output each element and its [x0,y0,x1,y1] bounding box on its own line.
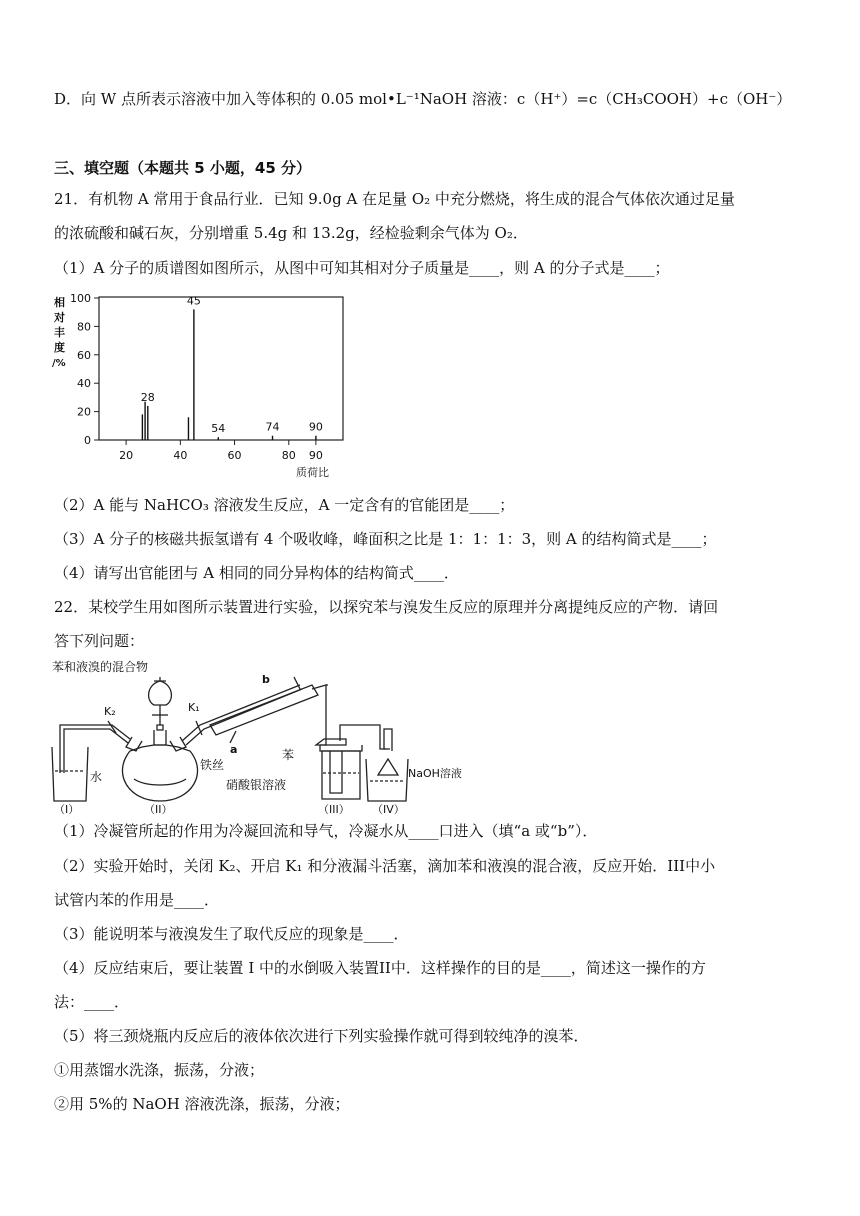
peak-label: 54 [211,422,226,436]
chart-frame [99,297,343,440]
y-tick-label: 20 [77,405,91,419]
three-neck-flask [122,730,197,801]
label-iii: （III） [318,803,350,815]
y-axis-unit: /% [52,358,66,369]
q21-stem-line2: 的浓硫酸和碱石灰，分别增重 5.4g 和 13.2g，经检验剩余气体为 O₂． [54,224,528,242]
tube-k2 [60,721,130,773]
y-tick-label: 80 [77,320,91,334]
q22-part3: （3）能说明苯与液溴发生了取代反应的现象是____． [54,925,409,943]
k2-label: K₂ [104,705,116,718]
step-2: ②用 5%的 NaOH 溶液洗涤，振荡，分液； [54,1095,350,1113]
q22-part2-line1: （2）实验开始时，关闭 K₂、开启 K₁ 和分液漏斗活塞，滴加苯和液溴的混合液，反应开始．III中小 [54,857,716,875]
section-heading: 三、填空题（本题共 5 小题，45 分） [54,159,311,177]
y-axis-label-char: 对 [54,311,65,324]
y-tick-label: 60 [77,348,91,362]
label-iv: （IV） [372,803,405,815]
label-ii: （II） [144,803,173,815]
peak-label: 45 [186,294,201,308]
condenser [182,677,328,745]
y-axis-label-char: 相 [54,296,65,309]
apparatus-diagram [50,655,480,815]
q22-part5: （5）将三颈烧瓶内反应后的液体依次进行下列实验操作就可得到较纯净的溴苯． [54,1027,589,1045]
x-axis-label: 质荷比 [296,466,329,479]
q21-stem-line1: 21．有机物 A 常用于食品行业．已知 9.0g A 在足量 O₂ 中充分燃烧，将生成的混合气体依次通过足量 [54,190,735,208]
x-tick-label: 80 [281,449,296,462]
inlet-b-label: b [262,673,270,686]
iron-wire-label: 铁丝 [200,758,225,772]
q22-part1: （1）冷凝管所起的作用为冷凝回流和导气，冷凝水从____口进入（填“a 或“b”）． [54,822,598,840]
q22-part4-line1: （4）反应结束后，要让装置 I 中的水倒吸入装置II中．这样操作的目的是____，简述这一操作的方 [54,959,706,977]
x-tick-label: 40 [173,449,188,462]
q22-part2-line2: 试管内苯的作用是____． [54,891,220,909]
y-tick-label: 100 [70,292,91,305]
q21-part2: （2）A 能与 NaHCO₃ 溶液发生反应，A 一定含有的官能团是____； [54,496,515,514]
beaker-i [52,747,88,801]
beaker-iv [366,729,408,801]
y-axis-label [52,295,66,369]
silver-nitrate-label: 硝酸银溶液 [226,778,287,792]
mixture-label: 苯和液溴的混合物 [52,660,149,674]
x-tick-label: 20 [119,449,134,462]
q21-part3: （3）A 分子的核磁共振氢谱有 4 个吸收峰，峰面积之比是 1：1：1：3，则 A 的结构简式是____； [54,530,717,548]
q22-stem-line1: 22．某校学生用如图所示装置进行实验，以探究苯与溴发生反应的原理并分离提纯反应的产物．请回 [54,598,719,616]
x-tick-label: 60 [227,449,242,462]
y-axis-label-char: 丰 [54,326,65,339]
label-i: （I） [54,803,80,815]
inlet-a-label: a [230,743,238,756]
peak-label: 74 [265,420,280,434]
option-d: D．向 W 点所表示溶液中加入等体积的 0.05 mol•L⁻¹NaOH 溶液：c（H⁺）=c（CH₃COOH）+c（OH⁻） [54,90,792,108]
peak-label: 90 [308,420,323,434]
bottle-iii [316,725,390,799]
q22-stem-line2: 答下列问题： [54,632,145,650]
step-1: ①用蒸馏水洗涤，振荡，分液； [54,1061,265,1079]
k1-label: K₁ [188,701,200,714]
q21-part4: （4）请写出官能团与 A 相同的同分异构体的结构简式____． [54,564,459,582]
y-axis-ticks [70,292,99,447]
q21-part1: （1）A 分子的质谱图如图所示，从图中可知其相对分子质量是____，则 A 的分子式是____； [54,259,670,277]
mass-spectrum-chart [50,290,360,482]
x-tick-label: 90 [308,449,323,462]
y-axis-label-char: 度 [54,341,65,354]
chart-peaks [141,294,323,440]
peak-label: 28 [140,390,155,404]
naoh-label: NaOH溶液 [408,767,462,780]
separatory-funnel [149,677,172,730]
water-label: 水 [90,770,103,784]
y-tick-label: 40 [77,377,91,391]
q22-part4-line2: 法：____． [54,993,130,1011]
benzene-label: 苯 [282,748,295,762]
x-axis-ticks [119,440,323,462]
y-tick-label: 0 [84,434,91,447]
